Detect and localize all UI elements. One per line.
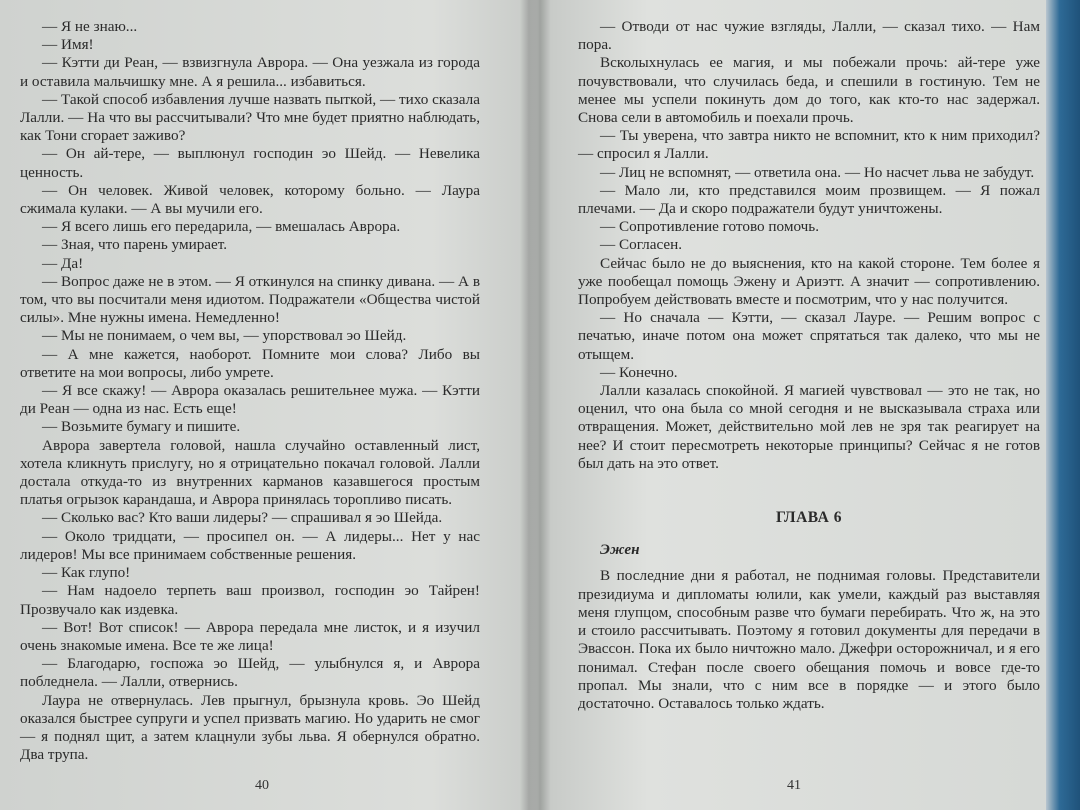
paragraph: — Я все скажу! — Аврора оказалась решительнее мужа. — Кэтти ди Реан — одна из нас. Есть еще! — [20, 382, 480, 418]
paragraph: — А мне кажется, наоборот. Помните мои слова? Либо вы ответите на мои вопросы, либо умрете. — [20, 345, 480, 381]
paragraph: — Благодарю, госпожа эо Шейд, — улыбнулся я, и Аврора побледнела. — Лалли, отвернись. — [20, 655, 480, 691]
paragraph: — Как глупо! — [42, 564, 131, 582]
paragraph: В последние дни я работал, не поднимая головы. Представители президиума и дипломаты юлили, как умели, каждый раз выставляя меня глупцом, способным разве что бумаги перебирать. Что ж, на это и стоило рассчитывать. Поэтому я готовил документы для передачи в Эвассон. Пока их было ничтожно мало. Джефри осторожничал, и я его понимал. Стефан после своего обещания помочь и вовсе где-то пропал. Мы знали, что с ним все в порядке — и этого было достаточно. Оставалось только ждать. — [578, 567, 1040, 712]
paragraph: — Отводи от нас чужие взгляды, Лалли, — сказал тихо. — Нам пора. — [578, 18, 1040, 54]
paragraph: — Вопрос даже не в этом. — Я откинулся на спинку дивана. — А в том, что вы посчитали меня идиотом. Подражатели «Общества чистой силы». Мне нужны имена. Немедленно! — [20, 272, 480, 327]
paragraph: — Он ай-тере, — выплюнул господин эо Шейд. — Невелика ценность. — [20, 145, 480, 181]
paragraph: — Мы не понимаем, о чем вы, — упорствовал эо Шейд. — [42, 327, 407, 345]
paragraph: — Но сначала — Кэтти, — сказал Лауре. — Решим вопрос с печатью, иначе потом она может спрятаться так далеко, что мы не отыщем. — [578, 309, 1040, 363]
paragraph: Лалли казалась спокойной. Я магией чувствовал — это не так, но оценил, что она была со мной сегодня и не высказывала страха или отвращения. Может, действительно мой лев не зря так реагирует на нее? И стоит пересмотреть некоторые принципы? Сейчас я не готов был дать на это ответ. — [578, 382, 1040, 472]
paragraph: — Ты уверена, что завтра никто не вспомнит, кто к ним приходил? — спросил я Лалли. — [578, 127, 1040, 163]
paragraph: — Конечно. — [600, 363, 678, 381]
paragraph: — Мало ли, кто представился моим прозвищем. — Я пожал плечами. — Да и скоро подражатели будут уничтожены. — [578, 181, 1040, 218]
paragraph: — Около тридцати, — просипел он. — А лидеры... Нет у нас лидеров! Мы все принимаем собственные решения. — [20, 527, 480, 563]
paragraph: — Вот! Вот список! — Аврора передала мне листок, и я изучил очень знакомые имена. Все те же лица! — [20, 618, 480, 654]
chapter-title: ГЛАВА 6 — [776, 509, 842, 527]
paragraph: — Лиц не вспомнят, — ответила она. — Но насчет льва не забудут. — [600, 163, 1035, 181]
paragraph: — Да! — [42, 254, 84, 272]
chapter-subtitle: Эжен — [600, 541, 640, 559]
paragraph: — Такой способ избавления лучше назвать пыткой, — тихо сказала Лалли. — На что вы рассчитывали? Что мне будет приятно наблюдать, как Тони сгорает заживо? — [20, 90, 480, 145]
right-page-text — [578, 18, 1040, 473]
paragraph: Сейчас было не до выяснения, кто на какой стороне. Тем более я уже пообещал помощь Эжену и Ариэтт. А значит — сопротивлению. Попробуем действовать вместе и посмотрим, что у нас получится. — [578, 254, 1040, 309]
paragraph: Всколыхнулась ее магия, и мы побежали прочь: ай-тере уже почувствовали, что случилась беда, и спешили в гостиную. Тем не менее мы успели покинуть дом до того, как кто-то нас задержал. Снова сели в автомобиль и поехали прочь. — [578, 54, 1040, 127]
paragraph: Аврора завертела головой, нашла случайно оставленный лист, хотела кликнуть прислугу, но я отрицательно покачал головой. Лалли достала откуда-то из внутренних карманов казавшегося простым платья огрызок карандаша, и Аврора принялась торопливо писать. — [20, 436, 480, 509]
left-page — [20, 18, 480, 764]
paragraph: — Согласен. — [600, 236, 683, 254]
paragraph: — Сопротивление готово помочь. — [600, 218, 820, 236]
paragraph: — Кэтти ди Реан, — взвизгнула Аврора. — Она уезжала из города и оставила мальчишку мне. А я решила... избавиться. — [20, 54, 480, 90]
left-page-text — [20, 18, 480, 764]
paragraph: — Я не знаю... — [42, 18, 138, 35]
right-page-number: 41 — [787, 778, 801, 793]
paragraph: — Он человек. Живой человек, которому больно. — Лаура сжимала кулаки. — А вы мучили его. — [20, 181, 480, 218]
paragraph: — Имя! — [42, 36, 94, 54]
right-page — [578, 18, 1040, 713]
paragraph: — Возьмите бумагу и пишите. — [42, 418, 241, 436]
paragraph: — Сколько вас? Кто ваши лидеры? — спрашивал я эо Шейда. — [42, 509, 443, 527]
paragraph: Лаура не отвернулась. Лев прыгнул, брызнула кровь. Эо Шейд оказался быстрее супруги и успел призвать магию. Но ударить не смог — я поднял щит, а затем клацнули зубы льва. Я обернулся обратно. Два трупа. — [20, 691, 480, 764]
page-edge-background — [1046, 0, 1080, 810]
paragraph: — Нам надоело терпеть ваш произвол, господин эо Тайрен! Прозвучало как издевка. — [20, 582, 480, 618]
paragraph: — Зная, что парень умирает. — [42, 236, 228, 254]
paragraph: — Я всего лишь его передарила, — вмешалась Аврора. — [42, 218, 401, 236]
chapter-text — [578, 567, 1040, 713]
left-page-number: 40 — [255, 778, 269, 793]
book-gutter — [520, 0, 538, 810]
